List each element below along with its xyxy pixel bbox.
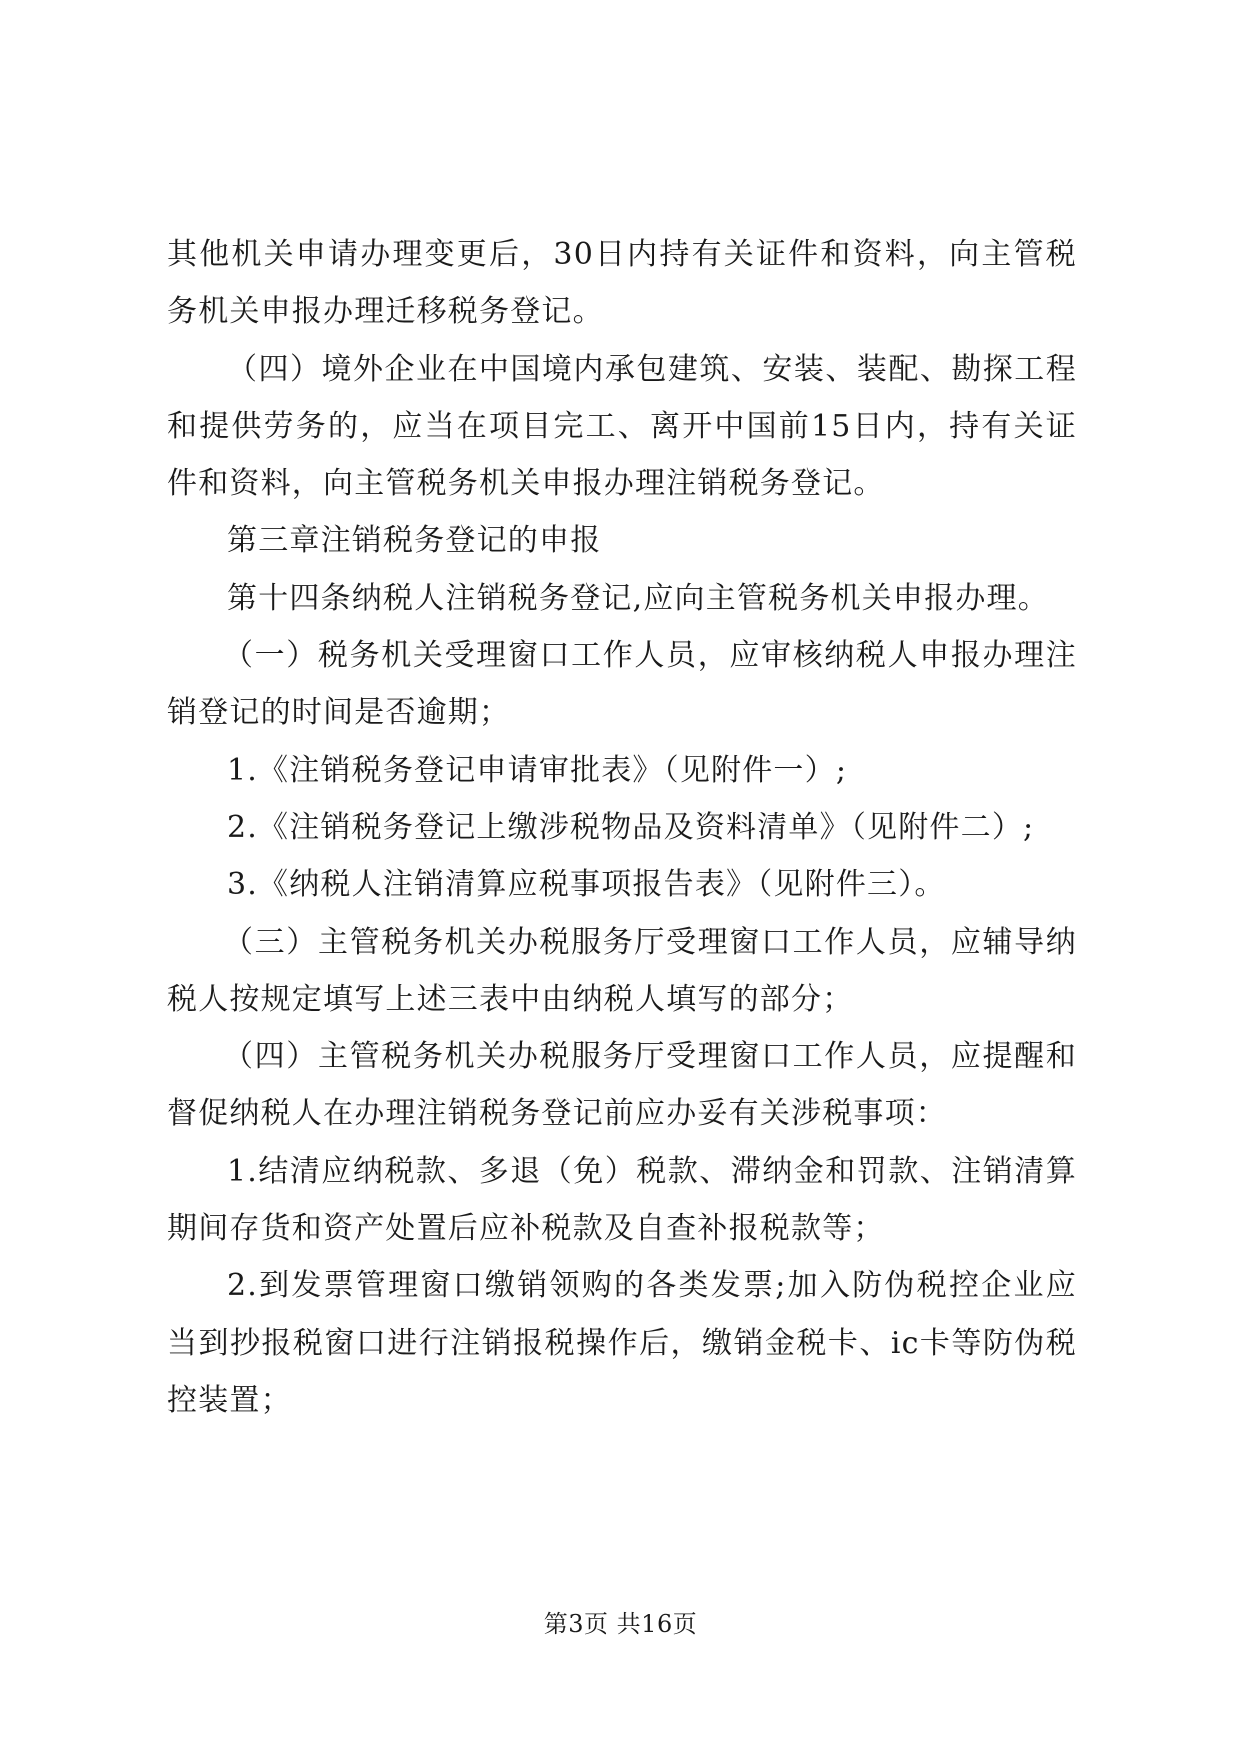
document-body xyxy=(167,226,1077,1429)
article-fourteen: 第十四条纳税人注销税务登记,应向主管税务机关申报办理。 xyxy=(227,580,1049,616)
paragraph-item-one: （一）税务机关受理窗口工作人员，应审核纳税人申报办理注销登记的时间是否逾期； xyxy=(167,638,1077,731)
chapter-heading: 第三章注销税务登记的申报 xyxy=(227,523,602,559)
list-item-form-3: 3.《纳税人注销清算应税事项报告表》（见附件三）。 xyxy=(227,867,946,903)
list-item-cancel-invoices: 2.到发票管理窗口缴销领购的各类发票;加入防伪税控企业应当到抄报税窗口进行注销报税操作后，缴销金税卡、ic卡等防伪税控装置； xyxy=(167,1268,1077,1418)
paragraph-item-four: （四）主管税务机关办税服务厅受理窗口工作人员，应提醒和督促纳税人在办理注销税务登记前应办妥有关涉税事项： xyxy=(167,1039,1077,1132)
paragraph-migration-continued: 其他机关申请办理变更后，30日内持有关证件和资料，向主管税务机关申报办理迁移税务登记。 xyxy=(167,237,1077,330)
list-item-settle-taxes: 1.结清应纳税款、多退（免）税款、滞纳金和罚款、注销清算期间存货和资产处置后应补税款及自查补报税款等； xyxy=(167,1153,1077,1247)
list-item-form-1: 1.《注销税务登记申请审批表》（见附件一）; xyxy=(227,752,848,788)
list-item-form-2: 2.《注销税务登记上缴涉税物品及资料清单》（见附件二）; xyxy=(227,809,1035,845)
paragraph-item-three: （三）主管税务机关办税服务厅受理窗口工作人员，应辅导纳税人按规定填写上述三表中由纳税人填写的部分； xyxy=(167,924,1077,1017)
paragraph-foreign-enterprise: （四）境外企业在中国境内承包建筑、安装、装配、勘探工程和提供劳务的，应当在项目完工、离开中国前15日内，持有关证件和资料，向主管税务机关申报办理注销税务登记。 xyxy=(167,351,1077,502)
page-number-footer: 第3页 共16页 xyxy=(543,1610,698,1638)
